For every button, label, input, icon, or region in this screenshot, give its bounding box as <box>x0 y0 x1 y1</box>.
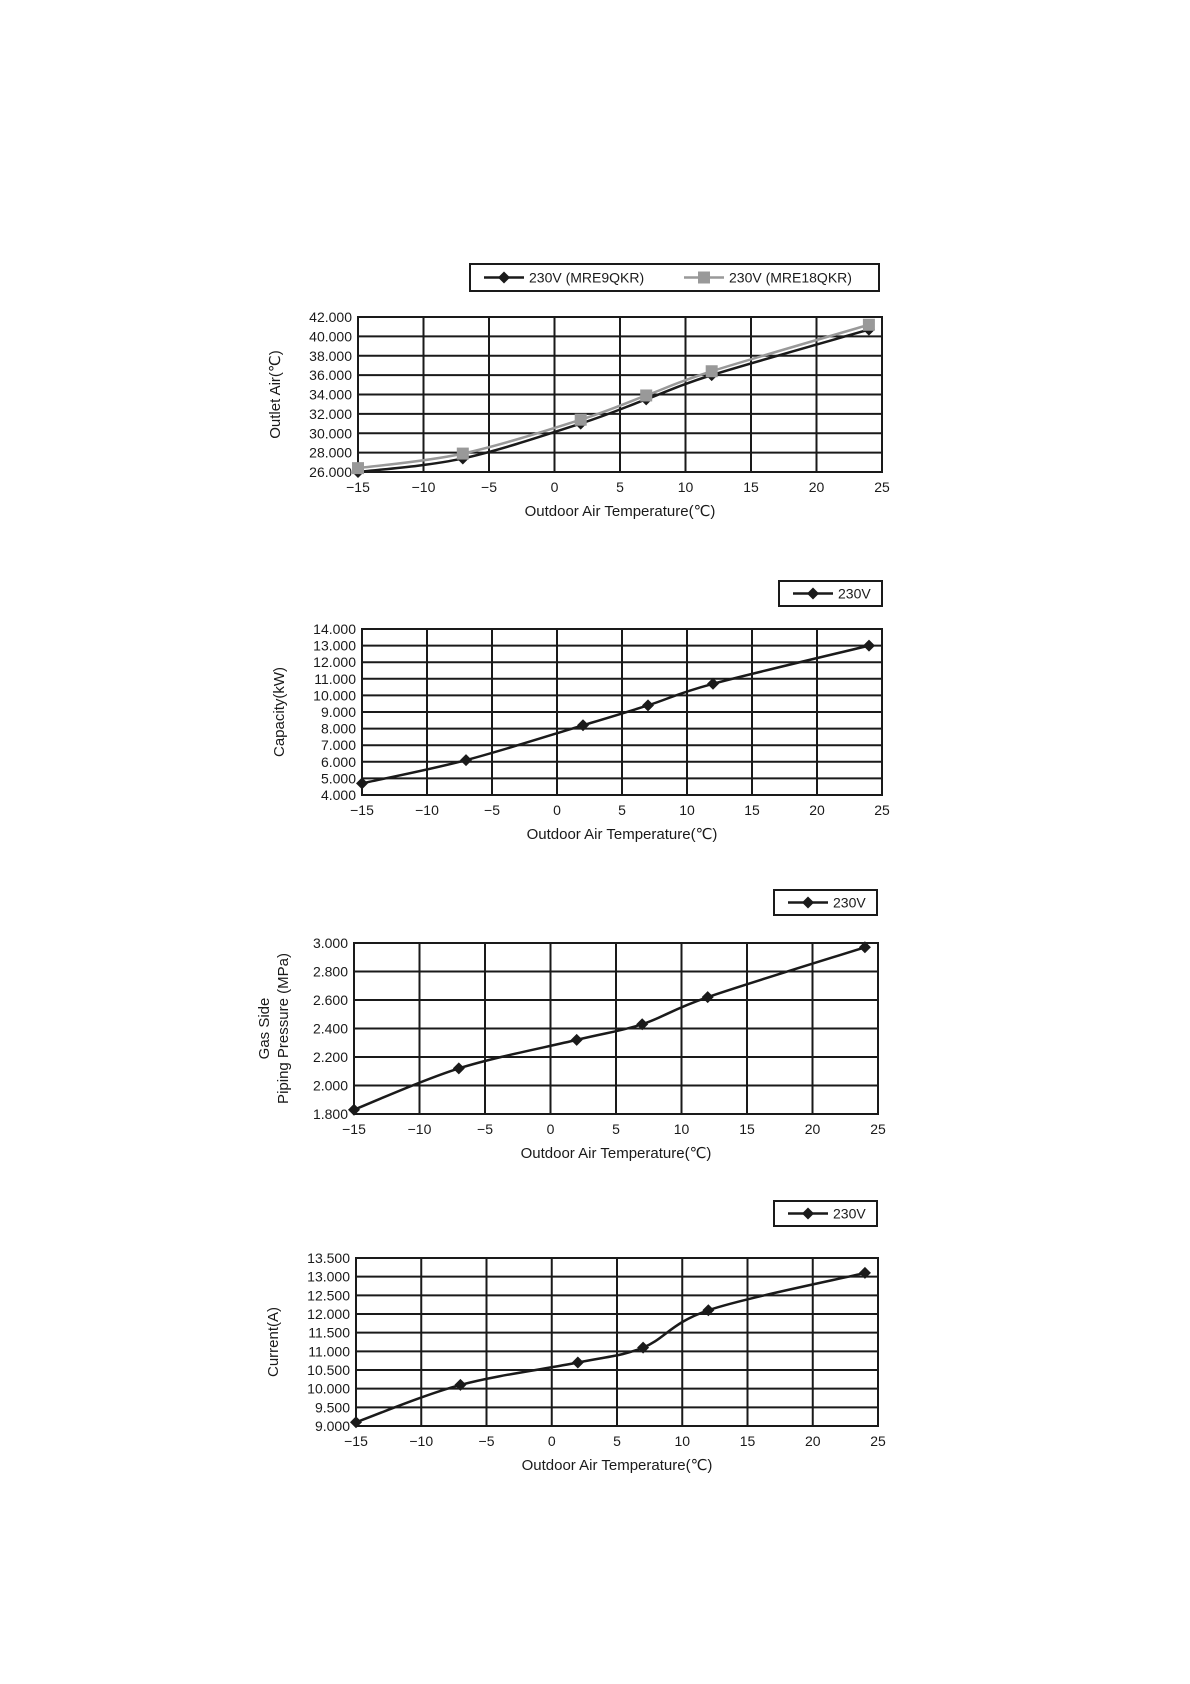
series-1 <box>352 319 875 474</box>
x-tick-label: 20 <box>804 1121 821 1137</box>
grid <box>356 1258 878 1426</box>
x-tick-label: −15 <box>346 479 370 495</box>
x-tick-label: −15 <box>342 1121 366 1137</box>
legend-label: 230V (MRE9QKR) <box>529 269 645 286</box>
y-axis-title: Capacity(kW) <box>271 666 288 758</box>
data-point <box>863 319 875 331</box>
y-tick-label: 10.500 <box>307 1362 350 1378</box>
x-tick-label: 15 <box>743 479 759 495</box>
y-tick-label: 4.000 <box>320 787 356 803</box>
legend-label: 230V <box>833 1205 866 1222</box>
y-tick-label: 9.000 <box>314 1418 350 1434</box>
y-tick-label: 11.000 <box>314 670 356 687</box>
x-axis-title: Outdoor Air Temperature(℃) <box>526 826 718 843</box>
data-point <box>457 448 469 460</box>
y-tick-label: 2.400 <box>312 1020 348 1037</box>
grid <box>362 629 882 795</box>
x-tick-label: 20 <box>804 1433 821 1449</box>
y-tick-label: 2.800 <box>312 963 348 980</box>
y-tick-label: 9.500 <box>314 1399 350 1416</box>
data-point <box>863 640 875 652</box>
data-point <box>571 1034 583 1046</box>
y-tick-label: 10.000 <box>313 687 356 704</box>
x-tick-label: −10 <box>407 1121 432 1137</box>
x-tick-label: −5 <box>478 1433 495 1449</box>
y-tick-label: 30.000 <box>309 425 352 442</box>
x-tick-label: −5 <box>481 479 497 495</box>
x-tick-label: 10 <box>677 479 694 495</box>
data-point <box>572 1357 584 1369</box>
series-0 <box>350 1267 871 1428</box>
x-tick-label: 10 <box>679 802 695 818</box>
x-tick-label: 25 <box>874 479 890 495</box>
capacity-chart <box>0 568 1190 858</box>
x-tick-label: 25 <box>870 1433 886 1449</box>
x-tick-label: −5 <box>477 1121 493 1137</box>
x-tick-label: 0 <box>550 479 559 495</box>
x-tick-label: 0 <box>553 802 561 818</box>
y-tick-label: 40.000 <box>309 328 352 345</box>
x-tick-label: 0 <box>546 1121 555 1137</box>
legend-label: 230V <box>833 894 866 911</box>
y-tick-label: 2.200 <box>312 1049 348 1065</box>
data-point <box>575 414 587 426</box>
y-tick-label: 1.800 <box>312 1106 348 1122</box>
y-tick-label: 26.000 <box>309 464 352 480</box>
data-point <box>702 991 714 1003</box>
x-tick-label: 10 <box>673 1121 690 1137</box>
y-tick-label: 14.000 <box>313 621 356 637</box>
y-tick-label: 13.000 <box>313 637 356 654</box>
series-line <box>358 325 869 468</box>
x-tick-label: 20 <box>808 479 825 495</box>
series-line <box>358 330 869 472</box>
current-chart <box>0 1188 1190 1488</box>
x-tick-label: 5 <box>612 1121 620 1137</box>
x-tick-label: −10 <box>411 479 436 495</box>
data-point <box>642 699 654 711</box>
legend-swatch-marker <box>698 272 710 284</box>
x-tick-label: −15 <box>344 1433 368 1449</box>
y-tick-label: 32.000 <box>309 405 352 422</box>
x-tick-label: 5 <box>618 802 626 818</box>
data-point <box>453 1062 465 1074</box>
y-tick-label: 2.000 <box>312 1077 348 1094</box>
y-tick-label: 42.000 <box>309 309 352 325</box>
y-axis-title: Outlet Air(℃) <box>267 350 284 439</box>
y-axis-title-line2: Piping Pressure (MPa) <box>275 953 292 1104</box>
x-tick-label: 25 <box>874 802 890 818</box>
y-tick-label: 11.000 <box>308 1343 350 1360</box>
x-tick-label: −10 <box>415 802 439 818</box>
x-tick-label: −5 <box>484 802 500 818</box>
x-tick-label: 15 <box>739 1433 756 1449</box>
x-tick-label: 5 <box>616 479 624 495</box>
x-tick-label: 5 <box>613 1433 621 1449</box>
y-tick-label: 12.000 <box>307 1306 350 1322</box>
data-point <box>640 389 652 401</box>
y-tick-label: 10.000 <box>307 1380 350 1397</box>
y-tick-label: 13.500 <box>307 1250 350 1266</box>
legend <box>774 890 877 915</box>
data-point <box>706 365 718 377</box>
x-axis-title: Outdoor Air Temperature(℃) <box>521 1457 713 1474</box>
x-axis-title: Outdoor Air Temperature(℃) <box>520 1145 712 1162</box>
y-tick-label: 38.000 <box>309 347 352 364</box>
y-tick-label: 5.000 <box>320 770 356 787</box>
legend <box>774 1201 877 1226</box>
legend-label: 230V <box>838 585 871 602</box>
gas-pressure-chart <box>0 877 1190 1172</box>
y-tick-label: 12.000 <box>313 654 356 671</box>
x-tick-label: 20 <box>809 802 825 818</box>
y-tick-label: 28.000 <box>309 444 352 461</box>
x-tick-label: 15 <box>744 802 760 818</box>
x-tick-label: 10 <box>674 1433 691 1449</box>
data-point <box>460 754 472 766</box>
outlet-air-chart <box>0 255 1190 555</box>
y-tick-label: 7.000 <box>320 737 356 754</box>
grid <box>358 317 882 472</box>
legend <box>470 264 879 291</box>
legend-item <box>684 270 852 286</box>
y-tick-label: 9.000 <box>320 704 356 720</box>
data-point <box>352 462 364 474</box>
y-tick-label: 13.000 <box>307 1268 350 1285</box>
x-tick-label: 15 <box>739 1121 755 1137</box>
y-axis-title: Current(A) <box>265 1306 282 1378</box>
y-tick-label: 12.500 <box>307 1287 350 1304</box>
legend-label: 230V (MRE18QKR) <box>729 269 852 286</box>
x-tick-label: −10 <box>409 1433 434 1449</box>
y-tick-label: 6.000 <box>320 753 356 770</box>
x-axis-title: Outdoor Air Temperature(℃) <box>524 503 716 520</box>
y-tick-label: 8.000 <box>320 720 356 737</box>
y-tick-label: 3.000 <box>312 935 348 951</box>
y-axis-title: Gas Side <box>256 997 273 1060</box>
legend <box>779 581 882 606</box>
x-tick-label: 25 <box>870 1121 886 1137</box>
y-tick-label: 2.600 <box>312 992 348 1008</box>
y-tick-label: 34.000 <box>309 386 352 403</box>
y-tick-label: 11.500 <box>308 1324 350 1341</box>
x-tick-label: −15 <box>350 802 374 818</box>
y-tick-label: 36.000 <box>309 367 352 384</box>
x-tick-label: 0 <box>547 1433 556 1449</box>
